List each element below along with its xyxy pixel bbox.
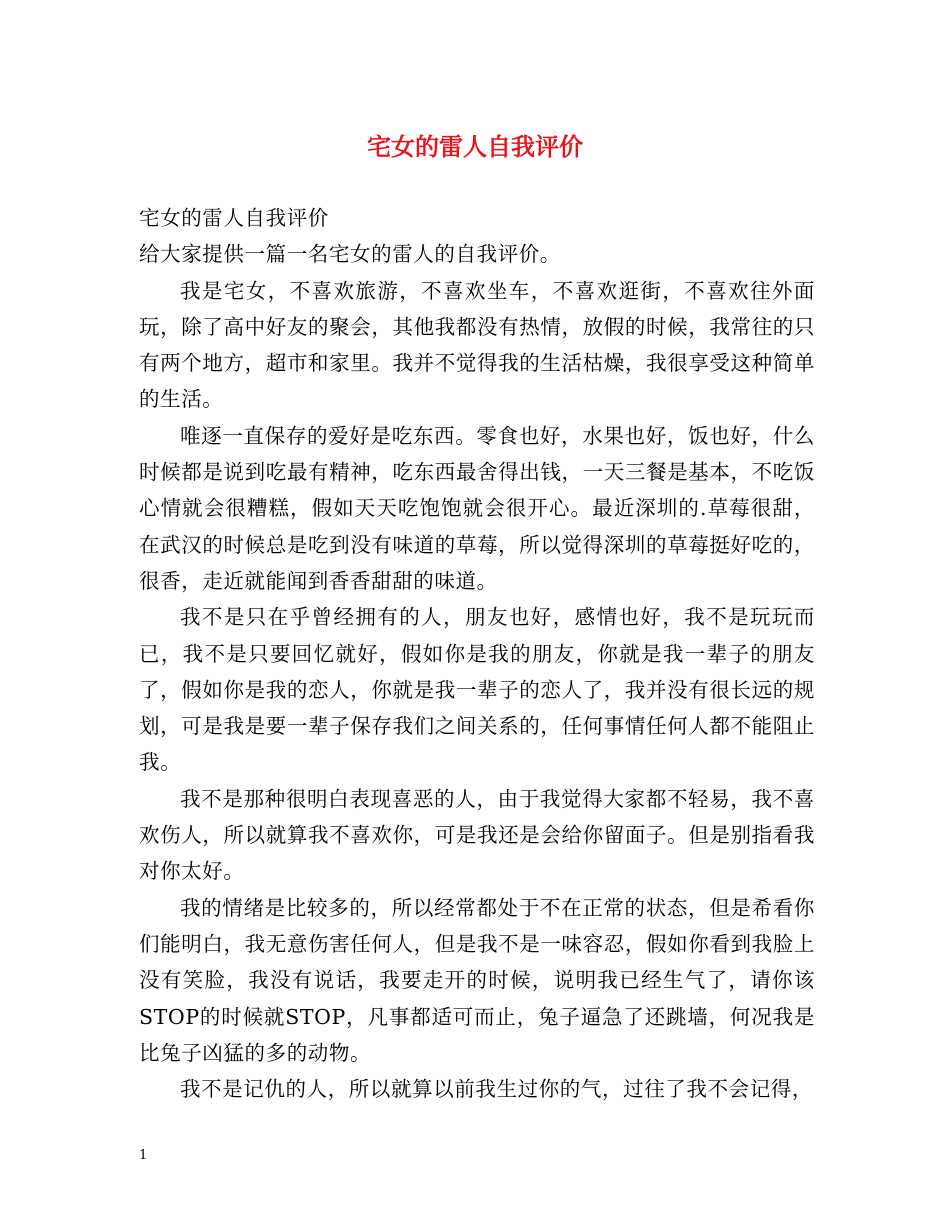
- paragraph: 唯逐一直保存的爱好是吃东西。零食也好，水果也好，饭也好，什么时候都是说到吃最有精神，吃东西最舍得出钱，一天三餐是基本，不吃饭心情就会很糟糕，假如天天吃饱饱就会很开心。最近深圳的.草莓很甜，在武汉的时候总是吃到没有味道的草莓，所以觉得深圳的草莓挺好吃的，很香，走近就能闻到香香甜甜的味道。: [139, 423, 815, 593]
- paragraph: 我不是那种很明白表现喜恶的人，由于我觉得大家都不轻易，我不喜欢伤人，所以就算我不喜欢你，可是我还是会给你留面子。但是别指看我对你太好。: [139, 786, 815, 884]
- paragraph: 我不是记仇的人，所以就算以前我生过你的气，过往了我不会记得，: [180, 1077, 813, 1102]
- paragraph: 我的情绪是比较多的，所以经常都处于不在正常的状态，但是希看你们能明白，我无意伤害任何人，但是我不是一味容忍，假如你看到我脸上没有笑脸，我没有说话，我要走开的时候，说明我已经生气了，请你该STOP的时候就STOP，凡事都适可而止，兔子逼急了还跳墙，何况我是比兔子凶猛的多的动物。: [139, 895, 815, 1065]
- document-body: [139, 200, 815, 1107]
- intro-line: 给大家提供一篇一名宅女的雷人的自我评价。: [139, 242, 561, 267]
- page-number: 1: [139, 1148, 148, 1163]
- paragraph: 我是宅女，不喜欢旅游，不喜欢坐车，不喜欢逛街，不喜欢往外面玩，除了高中好友的聚会，其他我都没有热情，放假的时候，我常往的只有两个地方，超市和家里。我并不觉得我的生活枯燥，我很享受这种简单的生活。: [139, 278, 815, 412]
- document-title: 宅女的雷人自我评价: [367, 132, 583, 161]
- subtitle-line: 宅女的雷人自我评价: [139, 206, 329, 230]
- paragraph: 我不是只在乎曾经拥有的人，朋友也好，感情也好，我不是玩玩而已，我不是只要回忆就好，假如你是我的朋友，你就是我一辈子的朋友了，假如你是我的恋人，你就是我一辈子的恋人了，我并没有很长远的规划，可是我是要一辈子保存我们之间关系的，任何事情任何人都不能阻止我。: [139, 605, 815, 775]
